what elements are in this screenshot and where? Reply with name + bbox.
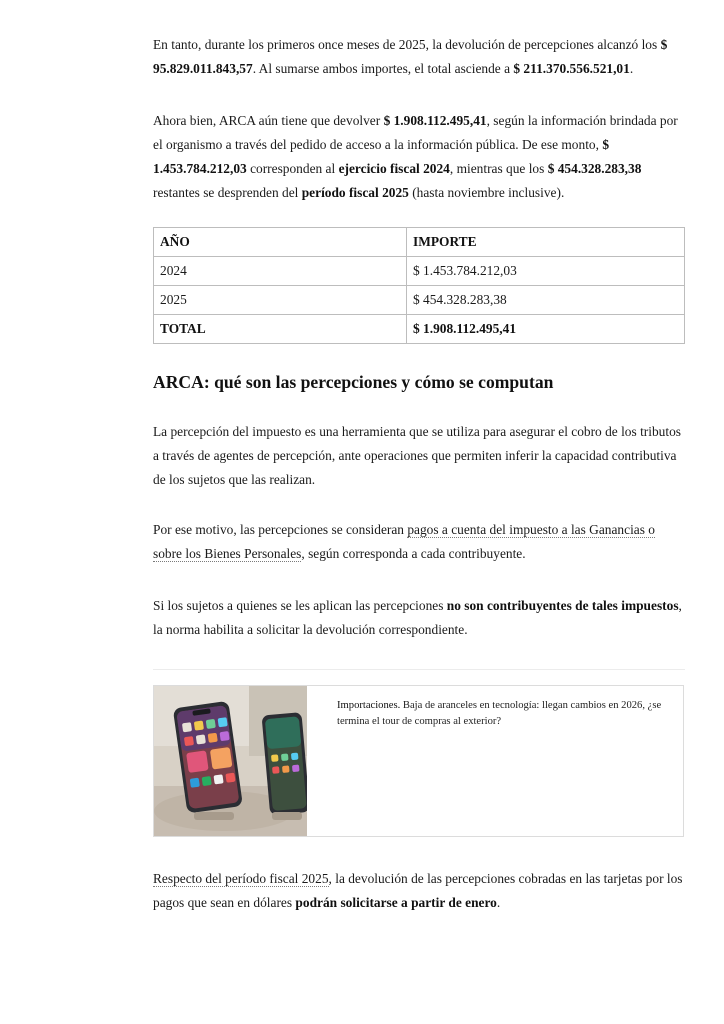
- text: (hasta noviembre inclusive).: [408, 185, 565, 200]
- table-total-amount: [407, 315, 685, 344]
- bold-term: ejercicio fiscal 2024: [338, 161, 450, 176]
- table-header-row: [154, 228, 685, 257]
- fiscal-period-link[interactable]: Respecto del período fiscal 2025: [153, 871, 329, 886]
- related-article-kicker: Importaciones.: [337, 700, 401, 711]
- table-total-label: [154, 315, 407, 344]
- table-header-amount: [407, 228, 685, 257]
- closing-paragraph-block: [153, 867, 685, 915]
- intro-paragraph-2: [153, 109, 685, 205]
- text: , según corresponda a cada contribuyente.: [301, 546, 526, 561]
- table-cell-year: 2024: [154, 257, 407, 286]
- table-row: [154, 286, 685, 315]
- taxes-link[interactable]: pagos a cuenta del impuesto a las Ganancias o sobre los Bienes Personales: [153, 522, 655, 561]
- closing-paragraph: [153, 867, 685, 915]
- text: , mientras que los: [449, 161, 548, 176]
- intro-paragraph-1-block: [153, 33, 685, 81]
- text: restantes se desprenden del: [153, 185, 302, 200]
- table-cell-amount: $ 1.453.784.212,03: [407, 257, 685, 286]
- total-label: TOTAL: [160, 321, 206, 336]
- table-header-year: [154, 228, 407, 257]
- text: , la devolución de las percepciones cobradas en las tarjetas por los pagos que sean en dólares: [153, 871, 683, 910]
- bold-text: no son contribuyentes de tales impuestos: [446, 598, 679, 613]
- bold-amount: $ 95.829.011.843,57: [153, 37, 668, 76]
- section-paragraph-3: [153, 594, 685, 642]
- bold-term: período fiscal 2025: [301, 185, 409, 200]
- related-article-card[interactable]: [153, 685, 684, 837]
- bold-amount: $ 1.453.784.212,03: [153, 137, 610, 176]
- section-paragraph-3-block: [153, 594, 685, 642]
- section-paragraph-2-block: [153, 518, 685, 566]
- text: .: [496, 895, 501, 910]
- bold-amount: $ 1.908.112.495,41: [383, 113, 487, 128]
- section-paragraph-1-block: [153, 420, 685, 492]
- text: , según la información brindada por el organismo a través del pedido de acceso a la información pública. De ese monto,: [153, 113, 678, 152]
- text: , la norma habilita a solicitar la devolución correspondiente.: [153, 598, 682, 637]
- bold-amount: $ 454.328.283,38: [547, 161, 642, 176]
- text: .: [629, 61, 634, 76]
- text: Por ese motivo, las percepciones se consideran: [153, 522, 408, 537]
- section-paragraph-1: La percepción del impuesto es una herramienta que se utiliza para asegurar el cobro de los tributos a través de agentes de percepción, ante operaciones que permiten inferir la capacidad contributiva de los sujetos que las realizan.: [153, 424, 681, 487]
- bold-amount: $ 211.370.556.521,01: [513, 61, 630, 76]
- article-thumbnail[interactable]: [154, 686, 307, 837]
- text: En tanto, durante los primeros once meses de 2025, la devolución de percepciones alcanzó los: [153, 37, 661, 52]
- table-row: [154, 257, 685, 286]
- related-article-text[interactable]: [337, 698, 662, 730]
- related-article-title[interactable]: Baja de aranceles en tecnología: llegan cambios en 2026, ¿se termina el tour de compras al exterior?: [337, 700, 662, 727]
- intro-paragraph-1: [153, 33, 685, 81]
- section-heading-block: [153, 370, 685, 394]
- text: Ahora bien, ARCA aún tiene que devolver: [153, 113, 384, 128]
- table-cell-amount: $ 454.328.283,38: [407, 286, 685, 315]
- section-paragraph-2: [153, 518, 685, 566]
- header-label: AÑO: [160, 234, 190, 249]
- section-heading: ARCA: qué son las percepciones y cómo se computan: [153, 372, 554, 392]
- text: corresponden al: [246, 161, 339, 176]
- table-total-row: [154, 315, 685, 344]
- header-label: IMPORTE: [413, 234, 477, 249]
- amounts-table: [153, 227, 685, 344]
- total-amount: $ 1.908.112.495,41: [413, 321, 517, 336]
- phones-photo-icon: [154, 686, 307, 837]
- amounts-table-wrapper: [153, 227, 685, 344]
- divider: [153, 669, 685, 670]
- bold-text: podrán solicitarse a partir de enero: [295, 895, 497, 910]
- table-cell-year: 2025: [154, 286, 407, 315]
- intro-paragraph-2-block: [153, 109, 685, 205]
- text: . Al sumarse ambos importes, el total asciende a: [252, 61, 514, 76]
- text: Si los sujetos a quienes se les aplican las percepciones: [153, 598, 447, 613]
